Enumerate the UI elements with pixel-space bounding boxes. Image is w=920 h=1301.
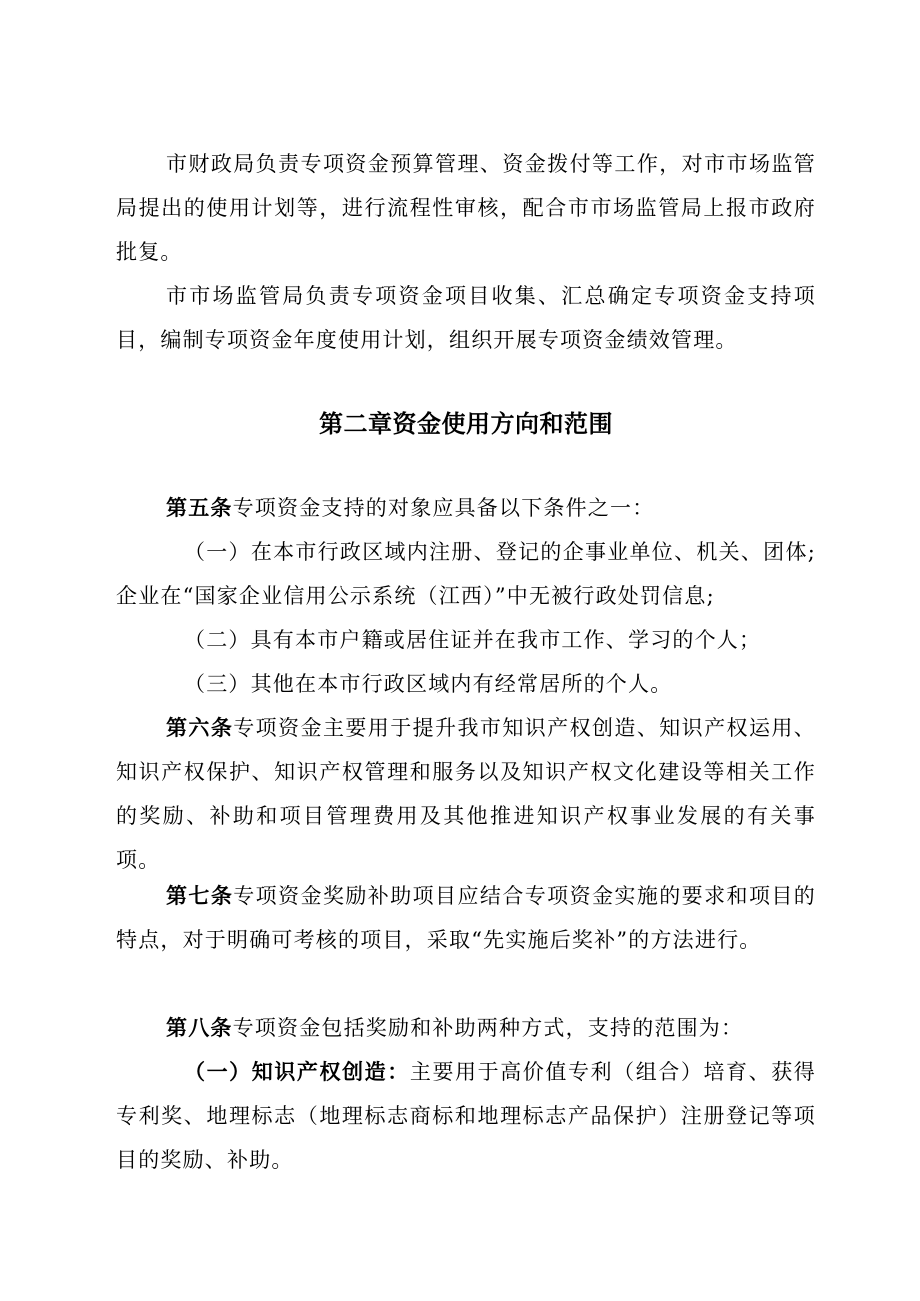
article-6 [116, 706, 816, 882]
article-7-label: 第七条 [166, 883, 234, 908]
article-8-item-1-label: （一）知识产权创造： [184, 1059, 410, 1084]
article-7 [116, 874, 816, 962]
article-6-label: 第六条 [166, 715, 234, 740]
article-8-item-1 [116, 1050, 816, 1182]
article-8-item-1-text: 主要用于高价值专利（组合）培育、获得专利奖、地理标志（地理标志商标和地理标志产品保护）注册登记等项目的奖励、补助。 [116, 1060, 817, 1172]
article-5-item-3: （三）其他在本市行政区域内有经常居所的个人。 [184, 672, 673, 696]
article-5-label: 第五条 [166, 495, 233, 520]
chapter-title: 第二章资金使用方向和范围 [319, 410, 613, 438]
article-5-text: 专项资金支持的对象应具备以下条件之一： [232, 496, 655, 520]
article-6-text: 专项资金主要用于提升我市知识产权创造、知识产权运用、知识产权保护、知识产权管理和服务以及知识产权文化建设等相关工作的奖励、补助和项目管理费用及其他推进知识产权事业发展的有关事项。 [116, 716, 816, 872]
paragraph-finance-bureau: 市财政局负责专项资金预算管理、资金拨付等工作，对市市场监管局提出的使用计划等，进行流程性审核，配合市市场监管局上报市政府批复。 [116, 152, 816, 264]
article-8 [116, 1006, 816, 1050]
article-8-label: 第八条 [166, 1015, 233, 1040]
article-5-item-1: （一）在本市行政区域内注册、登记的企事业单位、机关、团体;企业在“国家企业信用公示系统（江西）”中无被行政处罚信息; [116, 540, 816, 608]
paragraph-market-supervision-bureau: 市市场监管局负责专项资金项目收集、汇总确定专项资金支持项目，编制专项资金年度使用计划，组织开展专项资金绩效管理。 [116, 284, 816, 352]
article-7-text: 专项资金奖励补助项目应结合专项资金实施的要求和项目的特点，对于明确可考核的项目，采取“先实施后奖补”的方法进行。 [116, 884, 816, 952]
article-5 [116, 486, 816, 530]
article-8-text: 专项资金包括奖励和补助两种方式，支持的范围为： [232, 1016, 744, 1040]
article-5-item-2: （二）具有本市户籍或居住证并在我市工作、学习的个人； [184, 628, 762, 652]
